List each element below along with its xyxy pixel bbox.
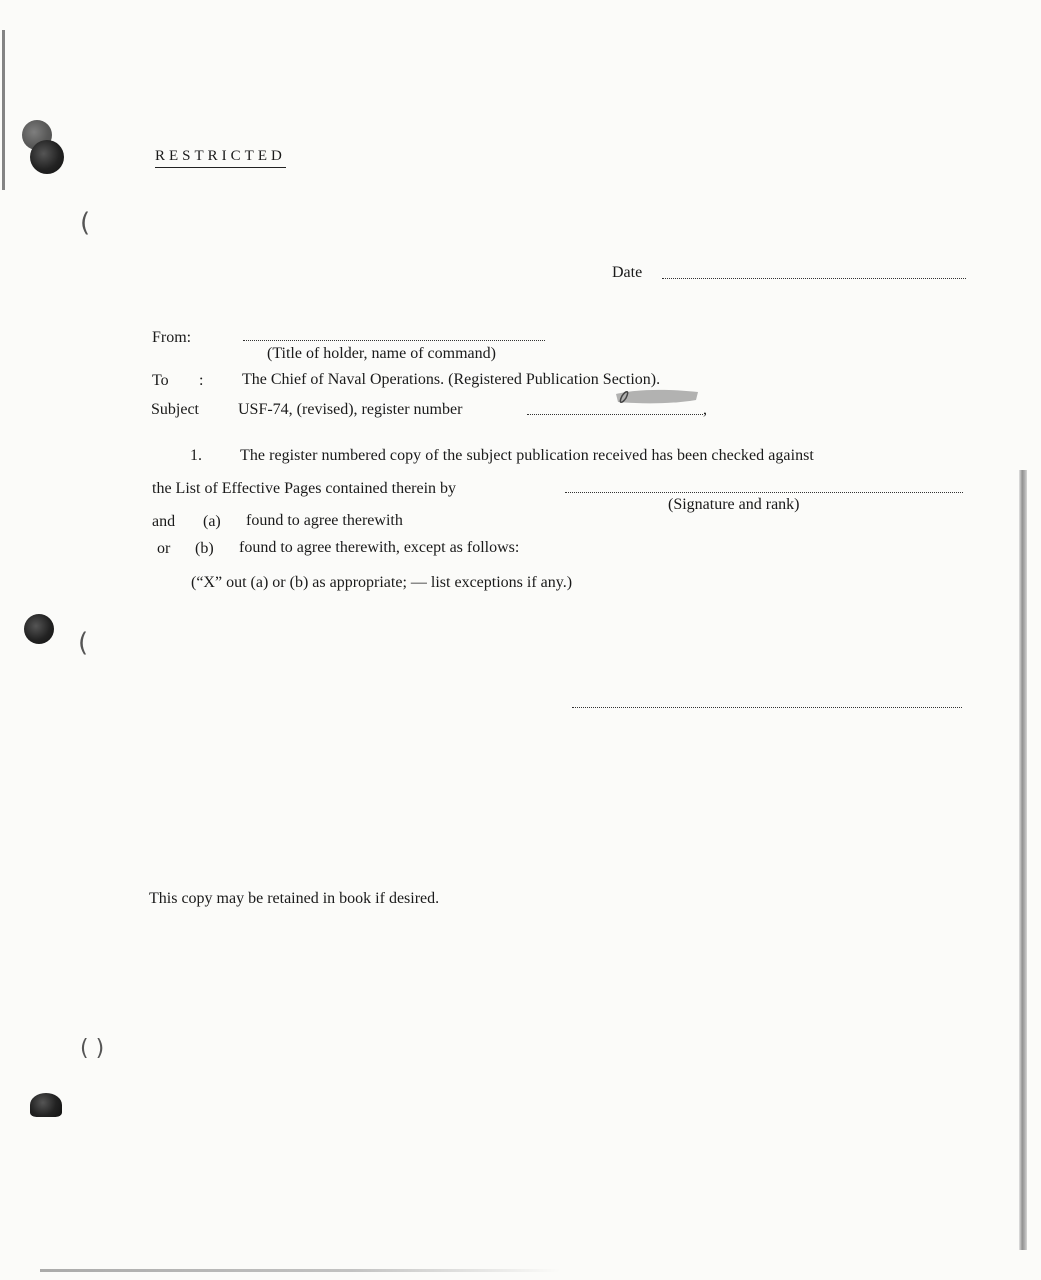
to-colon: :	[199, 372, 204, 389]
punch-mark-top: (	[80, 208, 91, 238]
scan-edge-right	[1019, 470, 1027, 1250]
register-number-field-line[interactable]	[527, 414, 703, 415]
binder-hole-top-shadow	[30, 140, 64, 174]
option-b-text: found to agree therewith, except as follows:	[239, 539, 520, 556]
from-label: From:	[152, 329, 192, 346]
date-label: Date	[612, 264, 643, 281]
subject-value: USF-74, (revised), register number	[238, 401, 463, 418]
classification-heading: RESTRICTED	[155, 146, 286, 168]
para1-line2: the List of Effective Pages contained therein by	[152, 480, 457, 497]
subject-label: Subject	[151, 401, 199, 418]
scan-edge-left	[2, 30, 5, 190]
signature-caption: (Signature and rank)	[668, 496, 800, 513]
para1-line1: The register numbered copy of the subject publication received has been checked against	[240, 447, 814, 464]
from-field-line[interactable]	[243, 340, 545, 341]
punch-mark-bottom: ( )	[80, 1036, 105, 1061]
option-a-prefix: and	[152, 513, 176, 530]
exceptions-field-line[interactable]	[572, 707, 962, 708]
from-caption: (Title of holder, name of command)	[267, 345, 496, 362]
subject-trailing-comma: ,	[703, 401, 707, 418]
instruction-note: (“X” out (a) or (b) as appropriate; — list exceptions if any.)	[191, 574, 573, 591]
to-label: To	[152, 372, 169, 389]
scan-edge-bottom	[40, 1269, 560, 1272]
footer-note: This copy may be retained in book if desired.	[149, 890, 440, 907]
option-b-letter: (b)	[195, 540, 214, 557]
para1-number: 1.	[190, 447, 202, 464]
register-number-stamp	[612, 386, 702, 408]
signature-field-line[interactable]	[565, 492, 963, 493]
to-value: The Chief of Naval Operations. (Registered Publication Section).	[242, 371, 661, 388]
option-a-text: found to agree therewith	[246, 512, 403, 529]
option-b-prefix: or	[157, 540, 171, 557]
date-field-line[interactable]	[662, 278, 966, 279]
binder-hole-middle	[24, 614, 54, 644]
binder-hole-bottom	[30, 1093, 62, 1117]
punch-mark-middle: (	[78, 628, 89, 658]
option-a-letter: (a)	[203, 513, 221, 530]
